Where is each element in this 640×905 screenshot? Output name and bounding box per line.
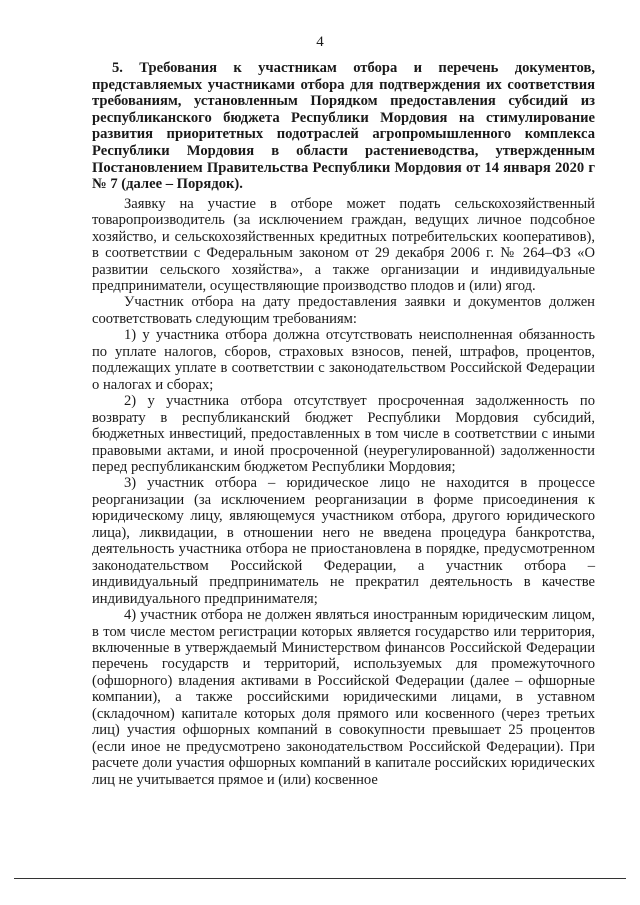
paragraph-requirement-3: 3) участник отбора – юридическое лицо не находится в процессе реорганизации (за исключением реорганизации в форме присоединения к юридическому лицу, являющемуся участником отбора, другого юридического лица), ликвидации, в отношении него не введена процедура банкротства, деятельность участника отбора не приостановлена в порядке, предусмотренном законодательством Российской Федерации, а участник отбора – индивидуальный предприниматель не прекратил деятельность в качестве индивидуального предпринимателя;: [92, 475, 595, 607]
paragraph-requirements-intro: Участник отбора на дату предоставления заявки и документов должен соответствовать следующим требованиям:: [92, 294, 595, 327]
paragraph-requirement-4: 4) участник отбора не должен являться иностранным юридическим лицом, в том числе местом регистрации которых является государство или территория, включенные в утверждаемый Министерством финансов Российской Федерации перечень государств и территорий, используемых для промежуточного (офшорного) владения активами в Российской Федерации (далее – офшорные компании), а также российскими юридическими лицами, в уставном (складочном) капитале которых доля прямого или косвенного (через третьих лиц) участия офшорных компаний в совокупности превышает 25 процентов (если иное не предусмотрено законодательством Российской Федерации). При расчете доли участия офшорных компаний в капитале российских юридических лиц не учитывается прямое и (или) косвенное: [92, 607, 595, 788]
page-content: [92, 60, 595, 788]
paragraph-requirement-1: 1) у участника отбора должна отсутствовать неисполненная обязанность по уплате налогов, сборов, страховых взносов, пеней, штрафов, процентов, подлежащих уплате в соответствии с законодательством Российской Федерации о налогах и сборах;: [92, 327, 595, 393]
paragraph-eligible-applicants: Заявку на участие в отборе может подать сельскохозяйственный товаропроизводитель (за исключением граждан, ведущих личное подсобное хозяйство, и сельскохозяйственных кредитных потребительских кооперативов), в соответствии с Федеральным законом от 29 декабря 2006 г. № 264–ФЗ «О развитии сельского хозяйства», а также организации и индивидуальные предприниматели, осуществляющие производство плодов и (или) ягод.: [92, 195, 595, 295]
page-number: 4: [316, 34, 324, 50]
page-bottom-divider: [14, 878, 626, 879]
paragraph-requirement-2: 2) у участника отбора отсутствует просроченная задолженность по возврату в республиканский бюджет Республики Мордовия субсидий, бюджетных инвестиций, предоставленных в том числе в соответствии с иными правовыми актами, и иной просроченной (неурегулированной) задолженности перед республиканским бюджетом Республики Мордовия;: [92, 393, 595, 475]
section-heading: 5. Требования к участникам отбора и перечень документов, представляемых участниками отбора для подтверждения их соответствия требованиям, установленным Порядком предоставления субсидий из республиканского бюджета Республики Мордовия на стимулирование развития приоритетных подотраслей агропромышленного комплекса Республики Мордовия в области растениеводства, утвержденным Постановлением Правительства Республики Мордовия от 14 января 2020 г № 7 (далее – Порядок).: [92, 60, 595, 193]
